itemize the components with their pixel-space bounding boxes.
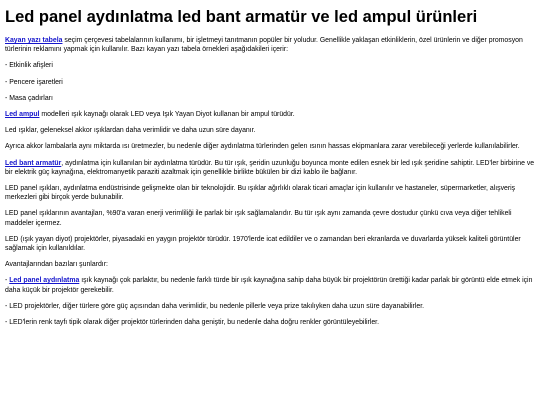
paragraph-led-bant [5, 159, 535, 177]
list-item-renk: - LED'lerin renk tayfı tipik olarak diğer projektör türlerinden daha geniştir, bu nedenle daha doğru renkler görüntüleyebilirler. [5, 319, 380, 327]
link-kayan-yazi-tabela[interactable]: Kayan yazı tabela [5, 37, 63, 44]
paragraph-avantajlar-enerji: LED panel ışıklarının avantajları, %90'a varan enerji verimliliği ile parlak bir ışık sağlamalarıdır. Bu tür ışık aynı zamanda çevre dostudur çünkü cıva veya diğer tehlikeli maddeler içermez. [5, 210, 512, 227]
paragraph-kayan-yazi [5, 36, 535, 54]
paragraph-text: seçim çerçevesi tabelalarının kullanımı, bir işletmeyi tanıtmanın popüler bir yoludur. Genellikle yaklaşan etkinliklerin, özel ürünlerin ve diğer promosyon türlerinin reklamını yapmak için kullanılır. Bazı kayan yazı tabela örnekleri aşağıdakileri içerir: [5, 37, 523, 54]
paragraph-led-ampul [5, 110, 535, 119]
link-led-bant-armatur[interactable]: Led bant armatür [5, 159, 62, 167]
list-item-masa: - Masa çadırları [5, 94, 53, 102]
paragraph-led-panel-isiklari: LED panel ışıkları, aydınlatma endüstrisinde gelişmekte olan bir teknolojidir. Bu ışıklar ağırlıklı olarak ticari amaçlar için kullanılır ve hastaneler, süpermarketler, alışveriş merkezleri gibi birçok yerde bulunabilir. [5, 185, 516, 202]
paragraph-projektor: LED (ışık yayan diyot) projektörler, piyasadaki en yaygın projektör türüdür. 1970'lerde icat edildiler ve o zamandan beri ekranlarda ve duvarlarda yüksek kaliteli görüntüler sağlamak için kullanıldılar. [5, 235, 521, 253]
link-led-ampul[interactable]: Led ampul [5, 111, 40, 119]
list-item-pencere: - Pencere işaretleri [5, 78, 63, 86]
link-led-panel-aydinlatma[interactable]: Led panel aydınlatma [9, 277, 80, 285]
paragraph-text: , aydınlatma için kullanılan bir aydınlatma türüdür. Bu tür ışık, şeridin uzunluğu boyunca monte edilen esnek bir led ışık şeridine sahiptir. LED'ler birbirine ve bir elektrik güç kaynağına, elektromanyetik paraziti azaltmak için genellikle birlikte bükülen bir dizi kablo ile bağlanır. [5, 159, 535, 176]
paragraph-text: modelleri ışık kaynağı olarak LED veya Işık Yayan Diyot kullanan bir ampul türüdür. [39, 111, 295, 119]
paragraph-avantajlar-intro: Avantajlarından bazıları şunlardır: [5, 261, 108, 269]
paragraph-led-isiklar: Led ışıklar, geleneksel akkor ışıklardan daha verimlidir ve daha uzun süre dayanır. [5, 127, 256, 135]
list-item-verimli: - LED projektörler, diğer türlere göre güç açısından daha verimlidir, bu nedenle pillerle veya prize takılıyken daha uzun süre dayanabilirler. [5, 302, 425, 310]
paragraph-text: ışık kaynağı çok parlaktır, bu nedenle farklı türde bir ışık kaynağına sahip daha büyük bir projektörün ürettiği kadar parlak bir görüntü elde etmek için daha küçük bir projektör gerekebilir. [5, 277, 533, 294]
list-dash: - [5, 277, 10, 285]
list-item-led-panel-aydinlatma [5, 276, 535, 294]
list-item-etkinlik: - Etkinlik afişleri [5, 62, 53, 70]
paragraph-akkor: Ayrıca akkor lambalarla aynı miktarda ısı üretmezler, bu nedenle diğer aydınlatma türlerinden gelen ısının hassas ekipmanlara zarar verebileceği yerlerde kullanılabilirler. [5, 143, 520, 151]
page-title: Led panel aydınlatma led bant armatür ve led ampul ürünleri [5, 8, 478, 26]
